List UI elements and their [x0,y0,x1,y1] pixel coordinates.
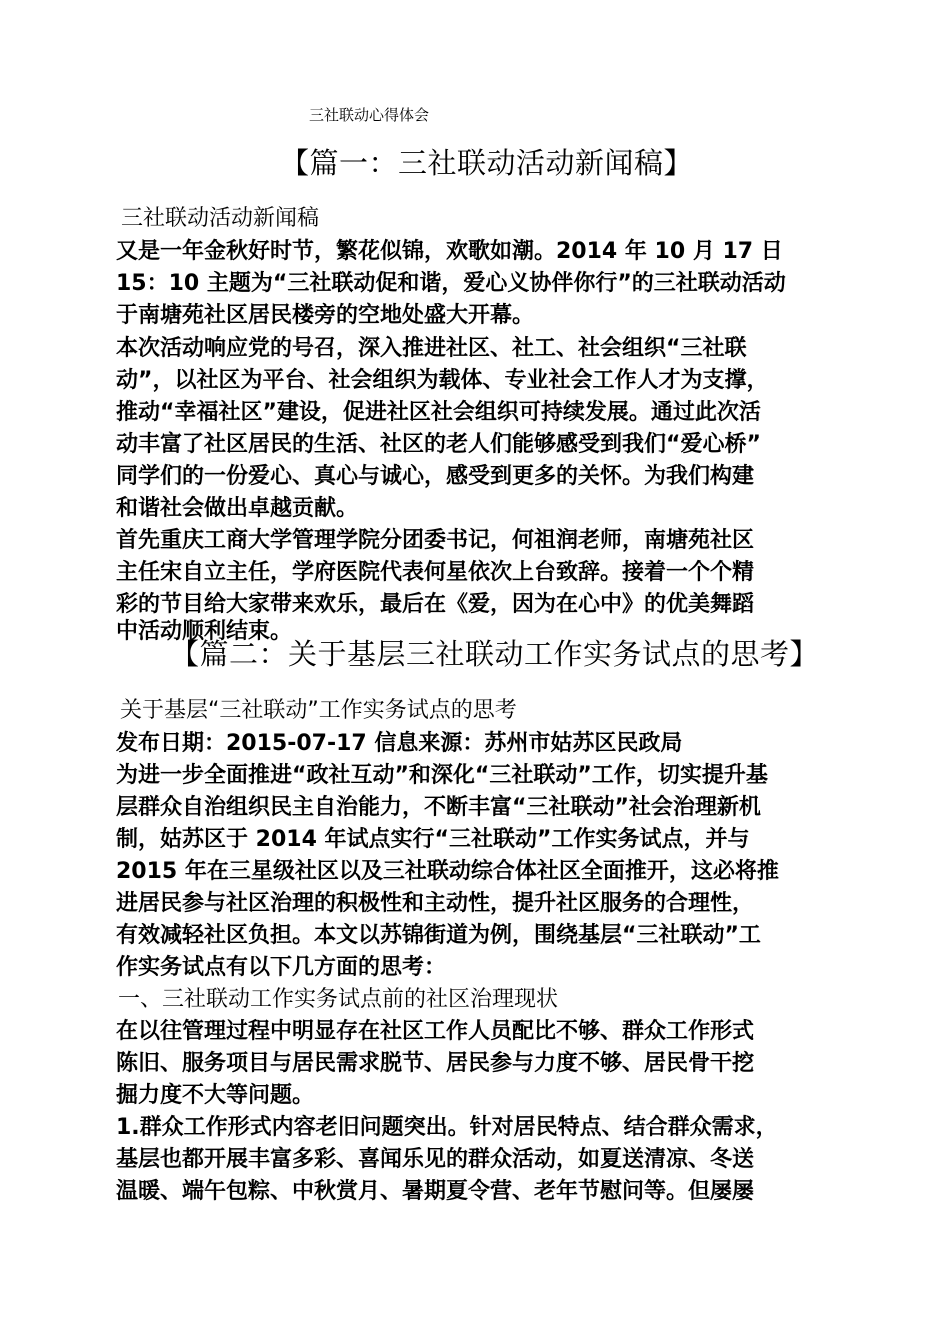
section-title-2: 【篇二：关于基层三社联动工作实务试点的思考】 [170,637,820,671]
body-line: 在以往管理过程中明显存在社区工作人员配比不够、群众工作形式 [116,1019,755,1044]
body-line: 1.群众工作形式内容老旧问题突出。针对居民特点、结合群众需求， [116,1115,778,1140]
body-line: 15：10 主题为“三社联动促和谐，爱心义协伴你行”的三社联动活动 [116,271,786,296]
body-line: 动丰富了社区居民的生活、社区的老人们能够感受到我们“爱心桥” [116,432,761,457]
body-line: 中活动顺利结束。 [116,619,293,644]
body-line: 同学们的一份爱心、真心与诚心，感受到更多的关怀。为我们构建 [116,464,755,489]
body-line: 推动“幸福社区”建设，促进社区社会组织可持续发展。通过此次活 [116,400,761,425]
body-line: 本次活动响应党的号召，深入推进社区、社工、社会组织“三社联 [116,336,747,361]
body-line: 为进一步全面推进“政社互动”和深化“三社联动”工作，切实提升基 [116,763,768,788]
body-line: 和谐社会做出卓越贡献。 [116,496,359,521]
body-line: 又是一年金秋好时节，繁花似锦，欢歌如潮。2014 年 10 月 17 日 [116,239,783,264]
body-line: 于南塘苑社区居民楼旁的空地处盛大开幕。 [116,303,535,328]
body-line: 温暖、端午包粽、中秋赏月、暑期夏令营、老年节慰问等。但屡屡 [116,1179,755,1204]
body-line: 制，姑苏区于 2014 年试点实行“三社联动”工作实务试点，并与 [116,827,750,852]
body-line: 彩的节目给大家带来欢乐，最后在《爱，因为在心中》的优美舞蹈 [116,592,755,617]
body-line: 层群众自治组织民主自治能力，不断丰富“三社联动”社会治理新机 [116,795,761,820]
running-header: 三社联动心得体会 [309,106,430,124]
section1-subtitle: 三社联动活动新闻稿 [121,206,320,231]
publish-info-line: 发布日期：2015-07-17 信息来源：苏州市姑苏区民政局 [116,731,683,756]
body-line: 陈旧、服务项目与居民需求脱节、居民参与力度不够、居民骨干挖 [116,1051,755,1076]
section-title-1: 【篇一：三社联动活动新闻稿】 [280,146,694,180]
body-line: 动”，以社区为平台、社会组织为载体、专业社会工作人才为支撑， [116,368,769,393]
body-line: 2015 年在三星级社区以及三社联动综合体社区全面推开，这必将推 [116,859,779,884]
body-line: 作实务试点有以下几方面的思考： [116,955,447,980]
body-line: 掘力度不大等问题。 [116,1083,315,1108]
section2-subtitle: 关于基层“三社联动”工作实务试点的思考 [120,698,517,723]
body-line: 进居民参与社区治理的积极性和主动性，提升社区服务的合理性， [116,891,755,916]
body-line: 有效减轻社区负担。本文以苏锦街道为例，围绕基层“三社联动”工 [116,923,761,948]
body-line: 首先重庆工商大学管理学院分团委书记，何祖润老师，南塘苑社区 [116,528,755,553]
body-line: 主任宋自立主任，学府医院代表何星依次上台致辞。接着一个个精 [116,560,755,585]
subsection-heading: 一、三社联动工作实务试点前的社区治理现状 [118,987,559,1012]
body-line: 基层也都开展丰富多彩、喜闻乐见的群众活动，如夏送清凉、冬送 [116,1147,755,1172]
